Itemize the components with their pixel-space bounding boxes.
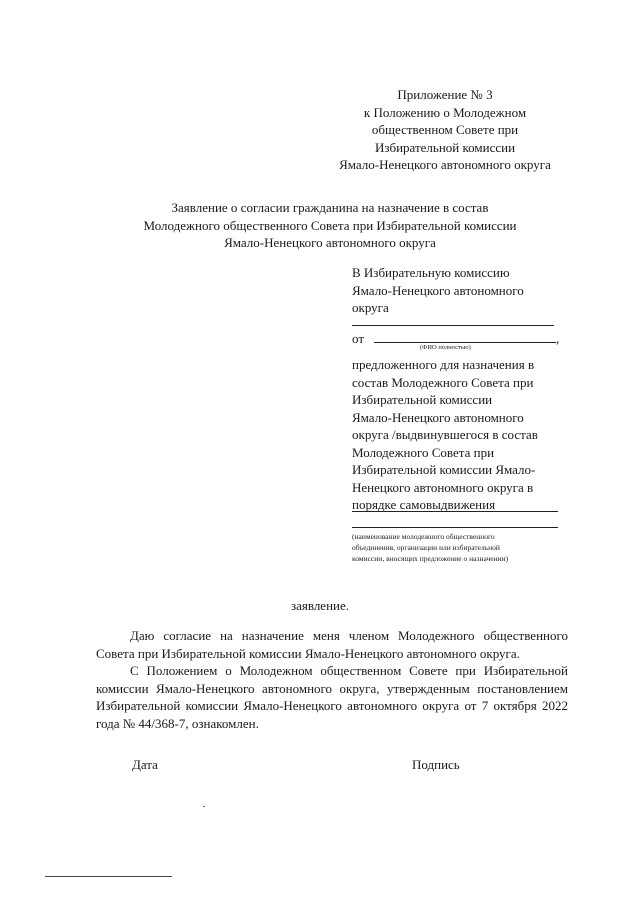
from-comma: , xyxy=(556,331,560,346)
proposed-line: Ямало-Ненецкого автономного xyxy=(352,409,524,425)
proposed-block xyxy=(352,356,567,514)
addressee-line: округа xyxy=(352,300,389,315)
org-hint xyxy=(352,531,567,564)
proposed-line: Избирательной комиссии xyxy=(352,392,493,407)
document-title xyxy=(110,199,550,252)
appendix-header xyxy=(315,86,575,174)
proposed-line: порядке самовыдвижения xyxy=(352,497,496,512)
signature-label: Подпись xyxy=(412,757,460,772)
org-blank-line-1 xyxy=(352,511,558,512)
proposed-line: Избирательной комиссии Ямало- xyxy=(352,462,536,477)
proposed-line: состав Молодежного Совета при xyxy=(352,374,534,390)
footnote-separator xyxy=(45,876,172,877)
appendix-line: общественном Совете при xyxy=(371,122,519,137)
title-line: Заявление о согласии гражданина на назначение в состав xyxy=(171,200,489,215)
addressee-line: В Избирательную комиссию xyxy=(352,265,510,280)
appendix-line: Приложение № 3 xyxy=(397,87,493,102)
statement-paragraph-acknowledgement: С Положением о Молодежном общественном Совете при Избирательной комиссии Ямало-Ненецкого автономного округа, утвержденным постановлением Избирательной комиссии Ямало-Ненецкого автономного округа от 7 октября 2022 года № 44/368-7, ознакомлен. xyxy=(96,663,568,731)
appendix-line: Избирательной комиссии xyxy=(374,139,516,155)
fio-blank-line xyxy=(374,342,556,343)
statement-heading: заявление. xyxy=(290,598,350,613)
addressee-line: Ямало-Ненецкого автономного xyxy=(352,282,524,298)
org-hint-line: (наименование молодежного общественного xyxy=(352,532,495,541)
org-blank-line-2 xyxy=(352,527,558,528)
from-label: от xyxy=(352,331,365,346)
proposed-line: Молодежного Совета при xyxy=(352,444,495,460)
proposed-line: предложенного для назначения в xyxy=(352,357,535,372)
appendix-line: к Положению о Молодежном xyxy=(363,104,527,120)
proposed-line: Ненецкого автономного округа в xyxy=(352,479,534,495)
date-label: Дата xyxy=(132,757,158,772)
appendix-line: Ямало-Ненецкого автономного округа xyxy=(339,157,551,172)
proposed-line: округа /выдвинувшегося в состав xyxy=(352,427,538,442)
org-hint-line: комиссии, вносящих предложение о назначении) xyxy=(352,554,509,563)
addressee-block xyxy=(352,264,567,317)
statement-body xyxy=(96,627,568,732)
title-line: Молодежного общественного Совета при Избирательной комиссии xyxy=(143,217,517,233)
fio-hint: (ФИО полностью) xyxy=(420,344,471,351)
org-hint-line: объединения, организации или избирательной xyxy=(352,543,500,552)
statement-paragraph-consent: Даю согласие на назначение меня членом Молодежного общественного Совета при Избирательной комиссии Ямало-Ненецкого автономного округа. xyxy=(96,628,568,661)
scan-speck xyxy=(203,806,205,807)
title-line: Ямало-Ненецкого автономного округа xyxy=(224,235,436,250)
addressee-blank-line xyxy=(352,325,554,326)
